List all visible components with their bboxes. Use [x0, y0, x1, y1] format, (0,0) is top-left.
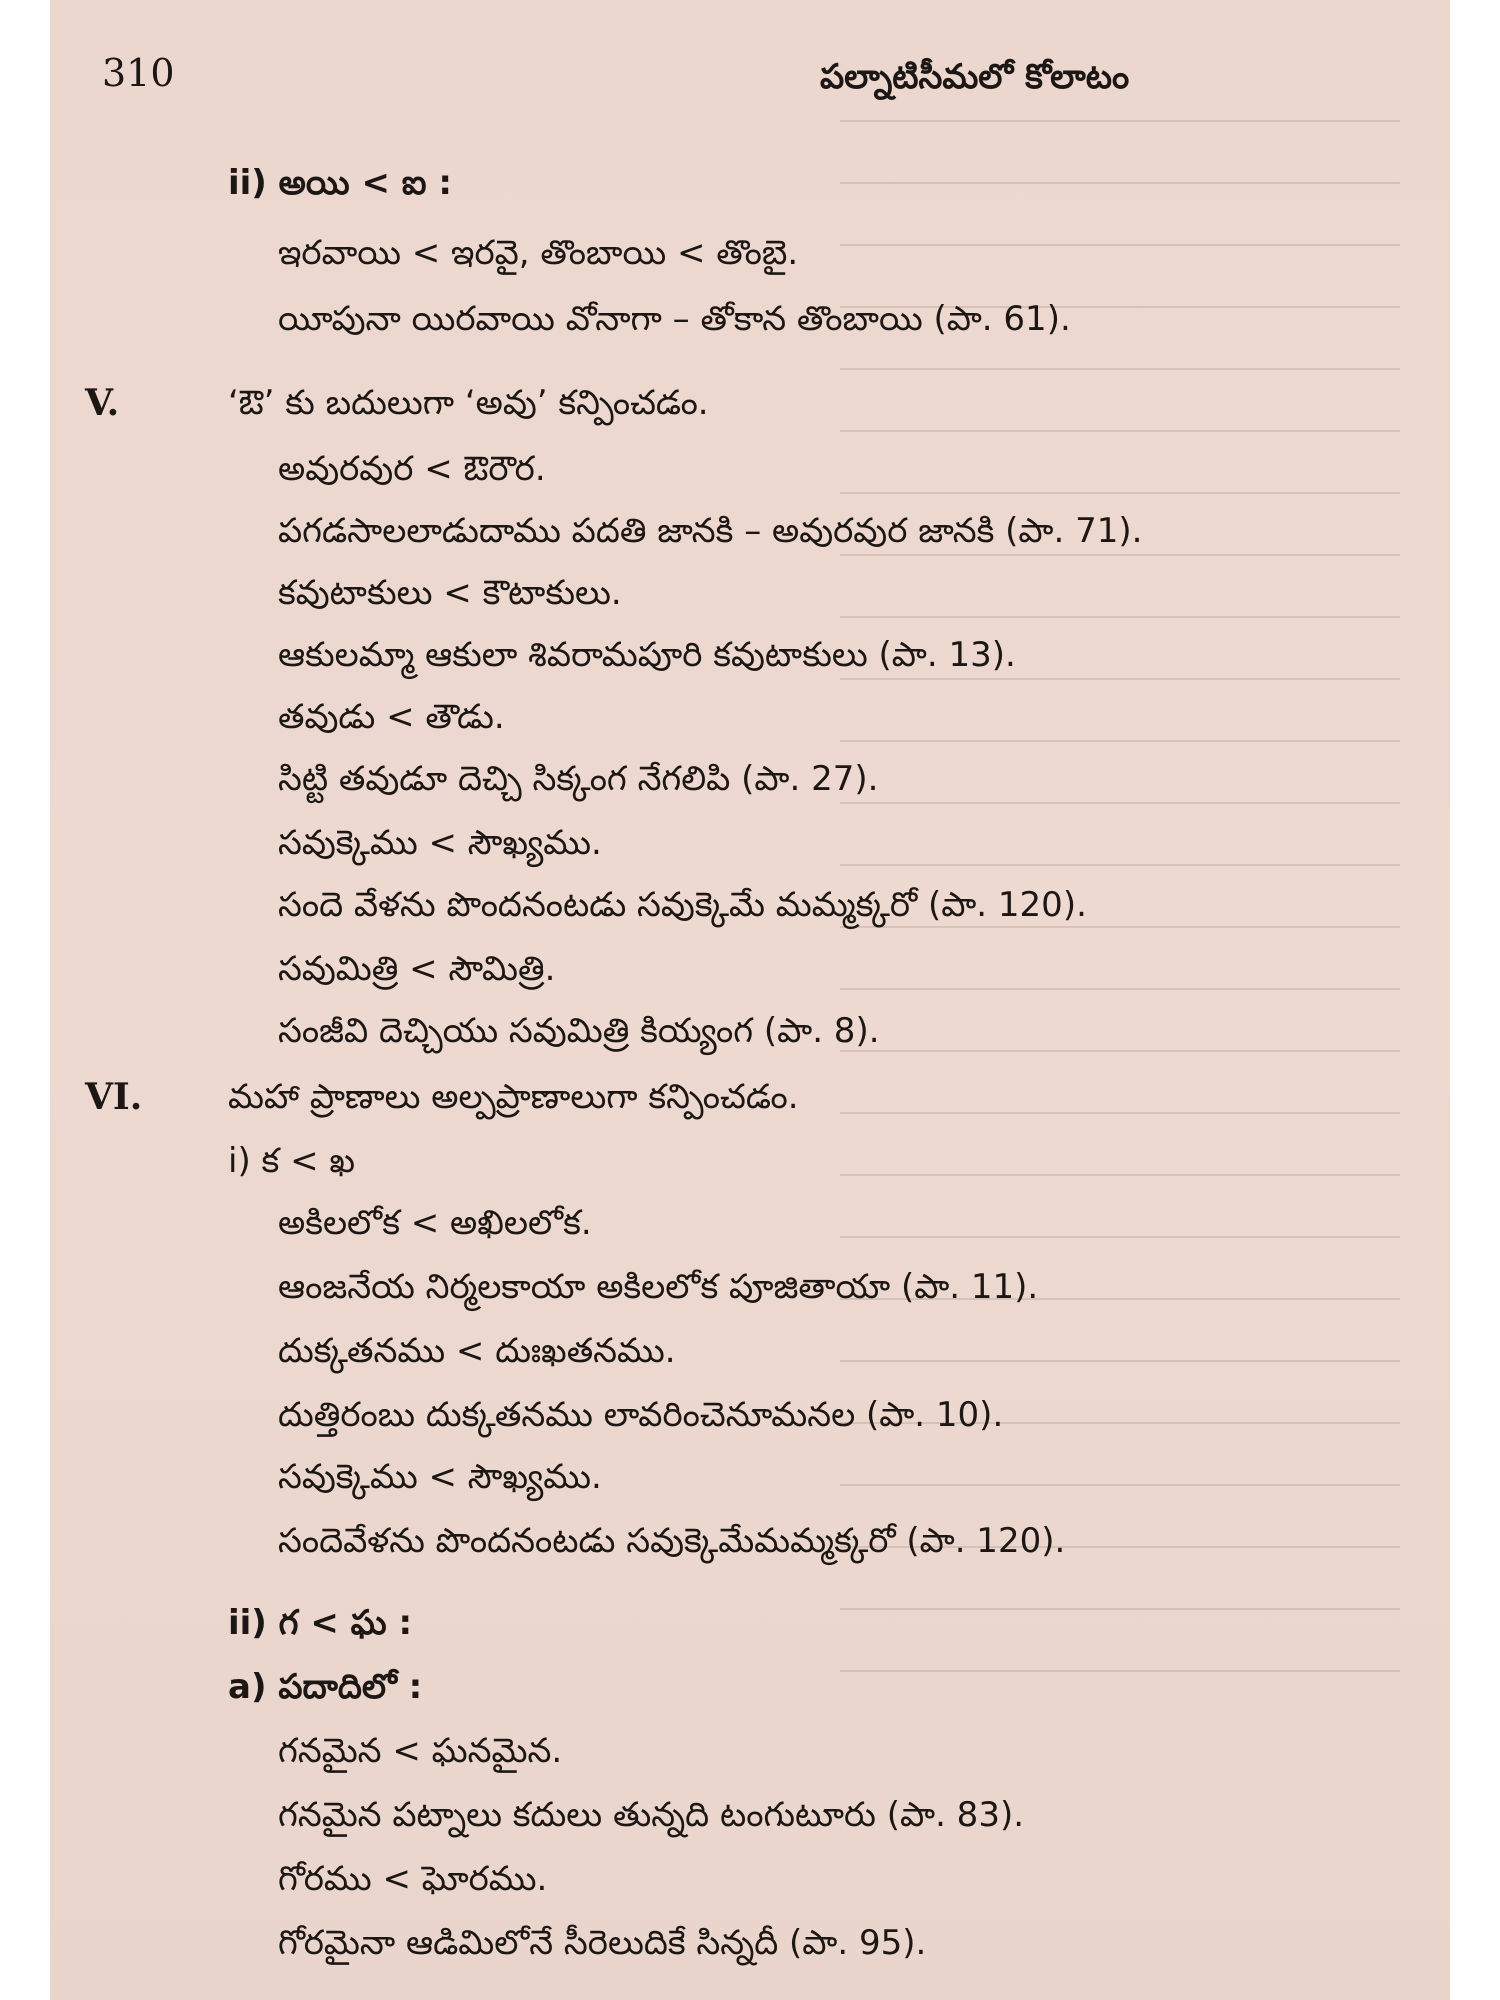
example-line: తవుడు < తౌడు.: [278, 697, 505, 737]
page-number: 310: [102, 51, 175, 95]
subsection-heading: ii) అయి < ఐ :: [228, 163, 452, 203]
example-line: అకిలలోక < అఖిలలోక.: [278, 1203, 592, 1243]
show-through-text: [840, 120, 1400, 1820]
example-line: సంజీవి దెచ్చియు సవుమిత్రి కియ్యంగ (పా. 8).: [278, 1011, 880, 1051]
subsection-heading: i) క < ఖ: [228, 1141, 356, 1181]
example-line: గోరము < ఘోరము.: [278, 1859, 548, 1899]
example-line: గనమైన < ఘనమైన.: [278, 1731, 563, 1771]
subsection-heading: ii) గ < ఘ :: [228, 1603, 413, 1643]
section-numeral: V.: [85, 382, 120, 424]
section-heading: ‘ఔ’ కు బదులుగా ‘అవు’ కన్పించడం.: [228, 383, 709, 423]
example-line: యీపునా యిరవాయి వోనాగా – తోకాన తొంబాయి (పా. 61).: [278, 299, 1071, 339]
book-page: [50, 0, 1450, 2000]
example-line: దుక్కతనము < దుఃఖతనము.: [278, 1331, 676, 1371]
example-line: గోరమైనా ఆడిమిలోనే సీరెలుదికే సిన్నదీ (పా. 95).: [278, 1923, 927, 1963]
example-line: అవురవుర < ఔరౌర.: [278, 449, 546, 489]
subsection-heading: a) పదాదిలో :: [228, 1667, 423, 1707]
example-line: పగడసాలలాడుదాము పదతి జానకి – అవురవుర జానకి (పా. 71).: [278, 511, 1143, 551]
running-title: పల్నాటిసీమలో కోలాటం: [820, 57, 1130, 97]
example-line: దుత్తిరంబు దుక్కతనము లావరించెనూమనల (పా. 10).: [278, 1395, 1004, 1435]
example-line: సందెవేళను పొందనంటడు సవుక్కెమేమమ్మక్కరో (పా. 120).: [278, 1521, 1066, 1561]
example-line: గనమైన పట్నాలు కదులు తున్నది టంగుటూరు (పా. 83).: [278, 1795, 1025, 1835]
section-heading: మహా ప్రాణాలు అల్పప్రాణాలుగా కన్పించడం.: [228, 1077, 799, 1117]
example-line: సందె వేళను పొందనంటడు సవుక్కెమే మమ్మక్కరో (పా. 120).: [278, 885, 1087, 925]
example-line: కవుటాకులు < కౌటాకులు.: [278, 573, 622, 613]
example-line: ఆకులమ్మా ఆకులా శివరామపూరి కవుటాకులు (పా. 13).: [278, 635, 1016, 675]
example-line: ఆంజనేయ నిర్మలకాయా అకిలలోక పూజితాయా (పా. 11).: [278, 1267, 1039, 1307]
example-line: ఇరవాయి < ఇరవై, తొంబాయి < తొంబై.: [278, 233, 799, 273]
example-line: సిట్టి తవుడూ దెచ్చి సిక్కంగ నేగలిపి (పా. 27).: [278, 759, 879, 799]
example-line: సవుక్కెము < సౌఖ్యము.: [278, 1457, 602, 1497]
section-numeral: VI.: [85, 1076, 143, 1118]
example-line: సవుమిత్రి < సౌమిత్రి.: [278, 949, 556, 989]
example-line: సవుక్కెము < సౌఖ్యము.: [278, 823, 602, 863]
